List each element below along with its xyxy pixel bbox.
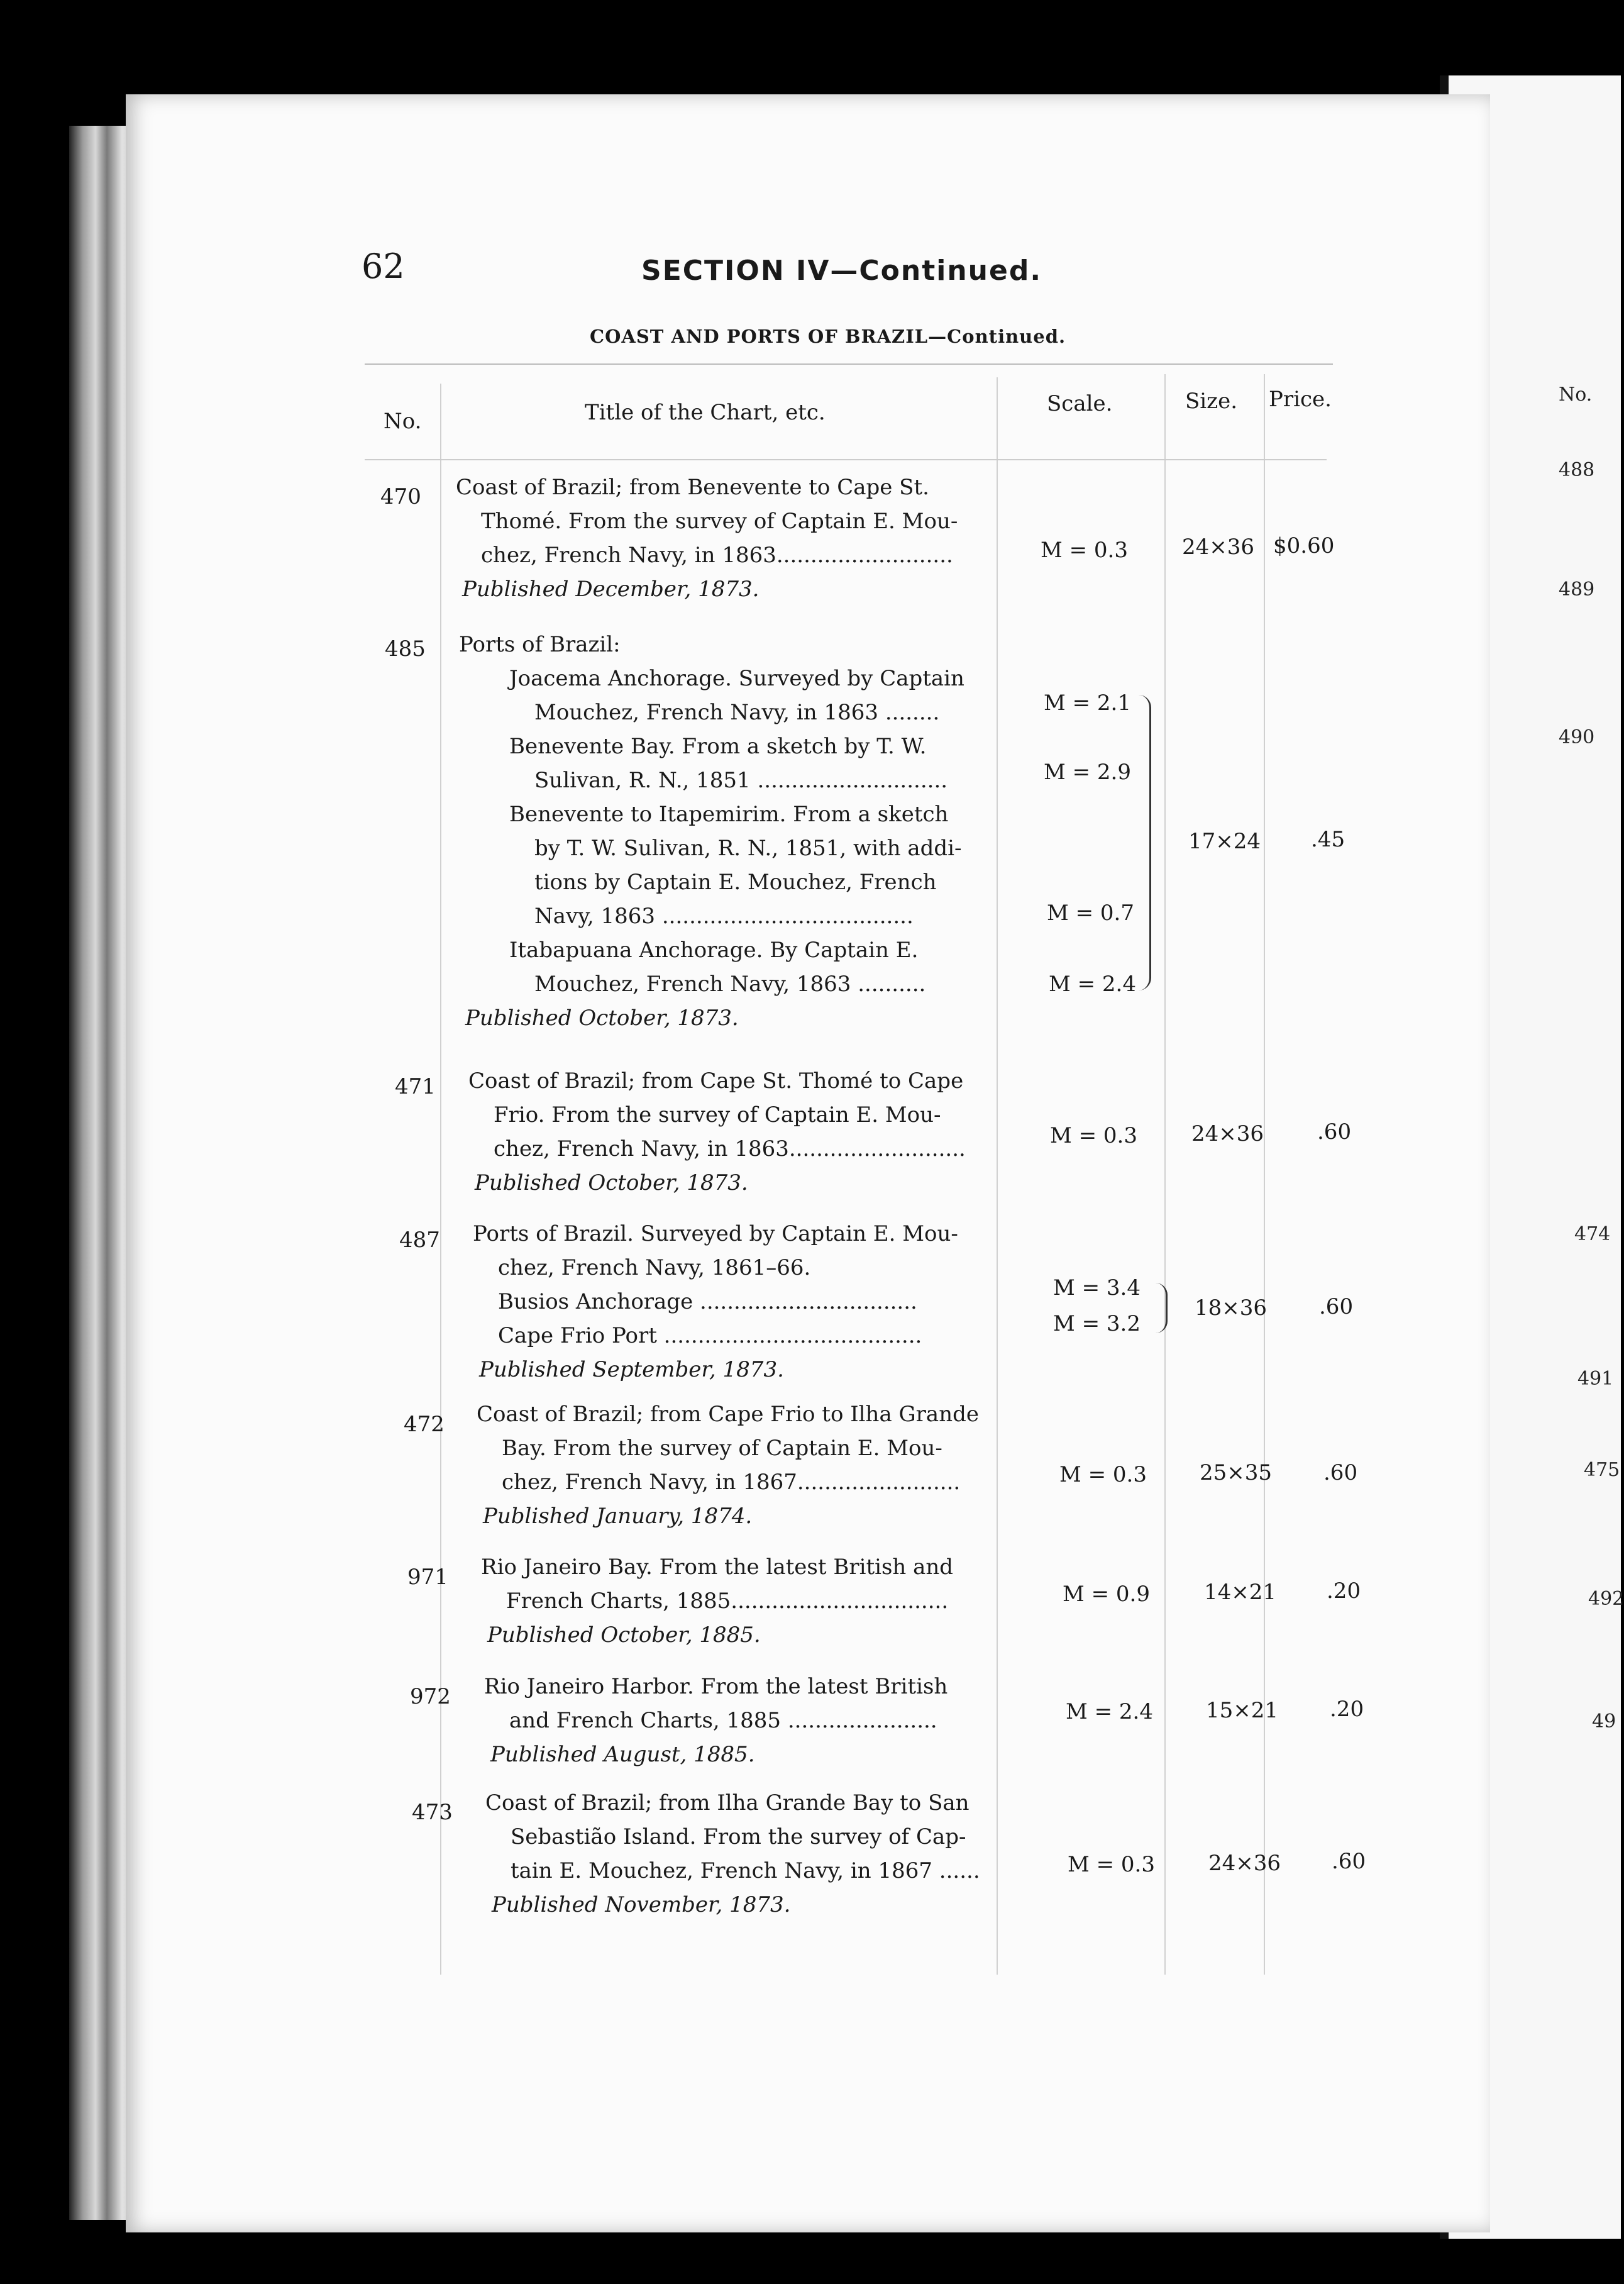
chart-title: Coast of Brazil; from Benevente to Cape St. Thomé. From the survey of Captain E. Mou- chez, French Navy, in 1863.......................... Published December, 1873.	[456, 470, 1003, 606]
chart-size: 15×21	[1206, 1698, 1279, 1723]
chart-number: 971	[407, 1565, 448, 1590]
chart-scale: M = 0.3	[1041, 538, 1128, 563]
chart-scale: M = 2.1	[1044, 690, 1131, 716]
facing-col-head: No.	[1559, 384, 1593, 406]
chart-size: 14×21	[1204, 1580, 1277, 1605]
facing-number: 492	[1588, 1588, 1624, 1610]
chart-scale: M = 0.9	[1063, 1582, 1150, 1607]
chart-size: 24×36	[1182, 535, 1255, 560]
chart-title: Rio Janeiro Harbor. From the latest British and French Charts, 1885 ...................... Published August, 1885.	[484, 1670, 1031, 1771]
chart-size: 24×36	[1191, 1121, 1264, 1146]
chart-size: 24×36	[1208, 1851, 1281, 1876]
published-date: Published August, 1885.	[490, 1742, 755, 1767]
facing-number: 491	[1577, 1368, 1614, 1390]
grouping-brace	[1156, 1283, 1168, 1333]
chart-title: Coast of Brazil; from Ilha Grande Bay to San Sebastião Island. From the survey of Cap- tain E. Mouchez, French Navy, in 1867 ...... Published November, 1873.	[485, 1786, 1032, 1922]
facing-number: 475	[1584, 1459, 1620, 1481]
chart-price: $0.60	[1273, 533, 1335, 558]
chart-title: Coast of Brazil; from Cape Frio to Ilha Grande Bay. From the survey of Captain E. Mou- chez, French Navy, in 1867........................ Published January, 1874.	[477, 1397, 1024, 1533]
column-rule	[1164, 374, 1166, 1975]
col-header-scale: Scale.	[1047, 391, 1113, 416]
chart-price: .60	[1319, 1294, 1354, 1319]
chart-scale: M = 0.3	[1068, 1852, 1155, 1877]
chart-scale: M = 3.4	[1053, 1275, 1141, 1300]
facing-number: 490	[1559, 726, 1595, 748]
col-header-price: Price.	[1269, 387, 1332, 412]
section-subtitle: COAST AND PORTS OF BRAZIL—Continued.	[590, 326, 1066, 347]
chart-title: Ports of Brazil: Joacema Anchorage. Surveyed by Captain Mouchez, French Navy, in 1863 ........ Benevente Bay. From a sketch by T. W. Sulivan, R. N., 1851 ............................ Benevente to Itapemirim. From a sketch by T. W. Sulivan, R. N., 1851, with addi- tions by Captain E. Mouchez, French Navy, 1863 ..................................... Itabapuana Anchorage. By Captain E. Mouchez, French Navy, 1863 .......... Published October, 1873.	[459, 628, 1006, 1035]
published-date: Published October, 1885.	[487, 1622, 761, 1648]
chart-scale: M = 3.2	[1053, 1311, 1141, 1336]
chart-scale: M = 0.3	[1059, 1462, 1147, 1487]
chart-title: Rio Janeiro Bay. From the latest British and French Charts, 1885................................ Published October, 1885.	[481, 1550, 1028, 1652]
chart-scale: M = 2.4	[1066, 1699, 1153, 1724]
chart-price: .60	[1332, 1849, 1366, 1874]
chart-number: 487	[399, 1228, 440, 1253]
facing-number: 489	[1559, 579, 1595, 601]
published-date: Published September, 1873.	[479, 1357, 784, 1382]
chart-number: 485	[385, 636, 426, 662]
section-title: SECTION IV—Continued.	[641, 255, 1042, 287]
chart-title: Ports of Brazil. Surveyed by Captain E. Mou- chez, French Navy, 1861–66. Busios Anchorage ................................ Cape Frio Port ...................................... Published September, 1873.	[473, 1217, 1020, 1387]
chart-title: Coast of Brazil; from Cape St. Thomé to Cape Frio. From the survey of Captain E. Mou- chez, French Navy, in 1863.......................... Published October, 1873.	[468, 1064, 1015, 1200]
table-top-rule	[365, 363, 1333, 365]
chart-price: .60	[1317, 1119, 1352, 1145]
col-header-no: No.	[384, 409, 422, 434]
column-rule	[1264, 374, 1265, 1975]
published-date: Published December, 1873.	[462, 577, 760, 602]
published-date: Published October, 1873.	[475, 1170, 748, 1195]
column-rule	[440, 384, 441, 1975]
chart-size: 25×35	[1200, 1460, 1273, 1485]
published-date: Published November, 1873.	[492, 1892, 791, 1917]
chart-size: 17×24	[1188, 829, 1261, 854]
chart-scale: M = 2.9	[1044, 760, 1131, 785]
published-date: Published January, 1874.	[483, 1504, 753, 1529]
facing-number: 474	[1574, 1223, 1611, 1245]
page-number: 62	[362, 247, 405, 286]
chart-number: 472	[404, 1412, 445, 1437]
chart-number: 473	[412, 1800, 453, 1825]
published-date: Published October, 1873.	[465, 1006, 739, 1031]
header-rule	[365, 459, 1327, 460]
col-header-size: Size.	[1185, 389, 1238, 414]
facing-number: 488	[1559, 459, 1595, 481]
chart-number: 972	[410, 1684, 451, 1709]
chart-scale: M = 2.4	[1049, 972, 1136, 997]
col-header-title: Title of the Chart, etc.	[585, 400, 826, 425]
chart-price: .20	[1330, 1697, 1364, 1722]
facing-number: 49	[1592, 1710, 1616, 1732]
chart-price: .20	[1327, 1578, 1361, 1604]
chart-number: 470	[380, 484, 421, 509]
chart-price: .45	[1311, 827, 1345, 852]
chart-size: 18×36	[1195, 1295, 1268, 1321]
grouping-brace	[1132, 695, 1151, 990]
chart-scale: M = 0.7	[1047, 901, 1134, 926]
chart-number: 471	[395, 1074, 436, 1099]
chart-scale: M = 0.3	[1050, 1123, 1137, 1148]
chart-price: .60	[1323, 1460, 1358, 1485]
